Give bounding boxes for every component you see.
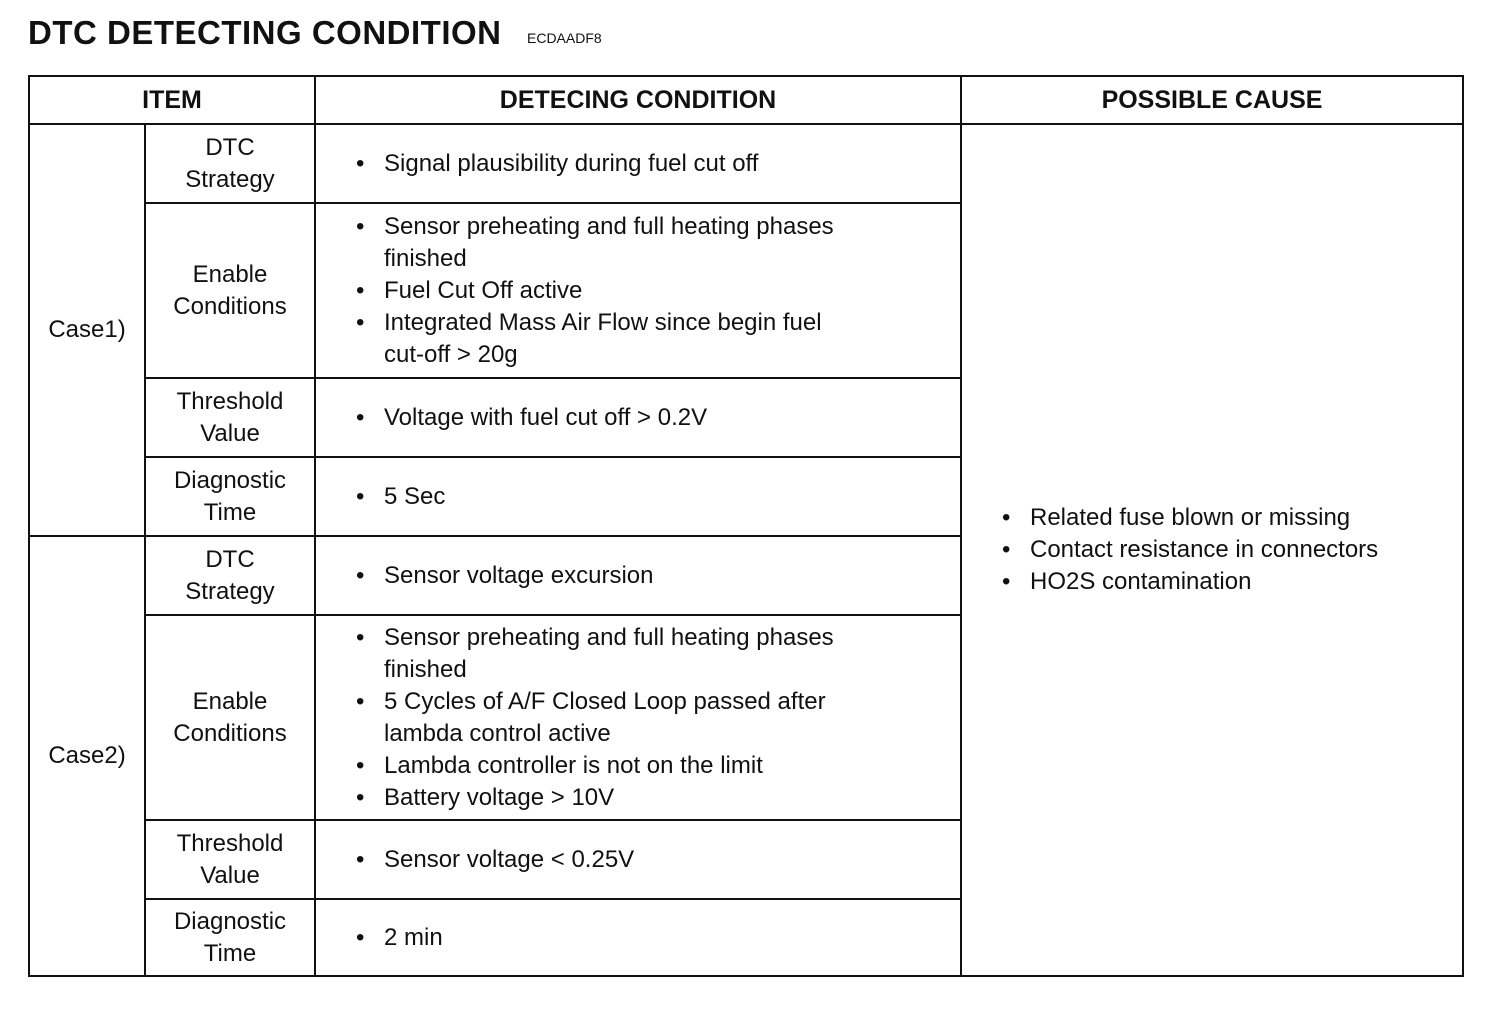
item-label-line: DTC xyxy=(205,133,255,161)
item-cell xyxy=(145,820,315,899)
condition-item: • Sensor voltage excursion xyxy=(354,560,960,592)
item-cell xyxy=(145,536,315,615)
item-label-line: Time xyxy=(203,498,257,526)
condition-cell xyxy=(315,615,961,820)
item-label-line: Value xyxy=(200,419,260,447)
item-cell xyxy=(145,124,315,203)
condition-item: • 2 min xyxy=(354,922,960,954)
item-cell xyxy=(145,457,315,536)
case-label: Case2) xyxy=(29,536,145,976)
condition-item: • Lambda controller is not on the limit xyxy=(354,750,854,782)
item-cell xyxy=(145,615,315,820)
condition-item: • Voltage with fuel cut off > 0.2V xyxy=(354,402,960,434)
item-label-line: Time xyxy=(203,939,257,967)
possible-cause-cell xyxy=(961,124,1463,976)
item-cell xyxy=(145,203,315,378)
condition-item: • 5 Cycles of A/F Closed Loop passed after lambda control active xyxy=(354,686,854,750)
condition-item: • Sensor preheating and full heating phases finished xyxy=(354,211,854,275)
item-label-line: Enable xyxy=(192,687,268,715)
item-label-line: Conditions xyxy=(173,292,287,320)
header-condition: DETECING CONDITION xyxy=(315,76,961,124)
item-label-line: Value xyxy=(200,861,260,889)
condition-item: • Integrated Mass Air Flow since begin fuel cut-off > 20g xyxy=(354,307,854,371)
item-label-line: Threshold xyxy=(176,387,284,415)
dtc-condition-table xyxy=(28,75,1464,977)
condition-cell xyxy=(315,203,961,378)
document-code: ECDAADF8 xyxy=(527,30,602,46)
condition-cell xyxy=(315,820,961,899)
header-row xyxy=(29,76,1463,124)
condition-cell xyxy=(315,536,961,615)
item-label-line: Diagnostic xyxy=(173,907,287,935)
case-label: Case1) xyxy=(29,124,145,536)
condition-cell xyxy=(315,899,961,976)
condition-item: • Sensor preheating and full heating phases finished xyxy=(354,622,854,686)
condition-item: • Fuel Cut Off active xyxy=(354,275,854,307)
item-label-line: Enable xyxy=(192,260,268,288)
condition-cell xyxy=(315,457,961,536)
header-item: ITEM xyxy=(29,76,315,124)
cause-item: • Related fuse blown or missing xyxy=(1000,502,1430,534)
condition-cell xyxy=(315,378,961,457)
cause-item: • Contact resistance in connectors xyxy=(1000,534,1430,566)
item-label-line: Diagnostic xyxy=(173,466,287,494)
item-label-line: Threshold xyxy=(176,829,284,857)
item-label-line: Strategy xyxy=(185,165,275,193)
item-label-line: Strategy xyxy=(185,577,275,605)
item-label-line: DTC xyxy=(205,545,255,573)
condition-item: • Signal plausibility during fuel cut off xyxy=(354,148,960,180)
table-row xyxy=(29,124,1463,203)
item-label-line: Conditions xyxy=(173,719,287,747)
item-cell xyxy=(145,899,315,976)
condition-item: • Sensor voltage < 0.25V xyxy=(354,844,960,876)
cause-item: • HO2S contamination xyxy=(1000,566,1430,598)
condition-item: • Battery voltage > 10V xyxy=(354,782,854,814)
item-cell xyxy=(145,378,315,457)
condition-item: • 5 Sec xyxy=(354,481,960,513)
header-cause: POSSIBLE CAUSE xyxy=(961,76,1463,124)
page-title: DTC DETECTING CONDITION xyxy=(28,14,502,51)
condition-cell xyxy=(315,124,961,203)
